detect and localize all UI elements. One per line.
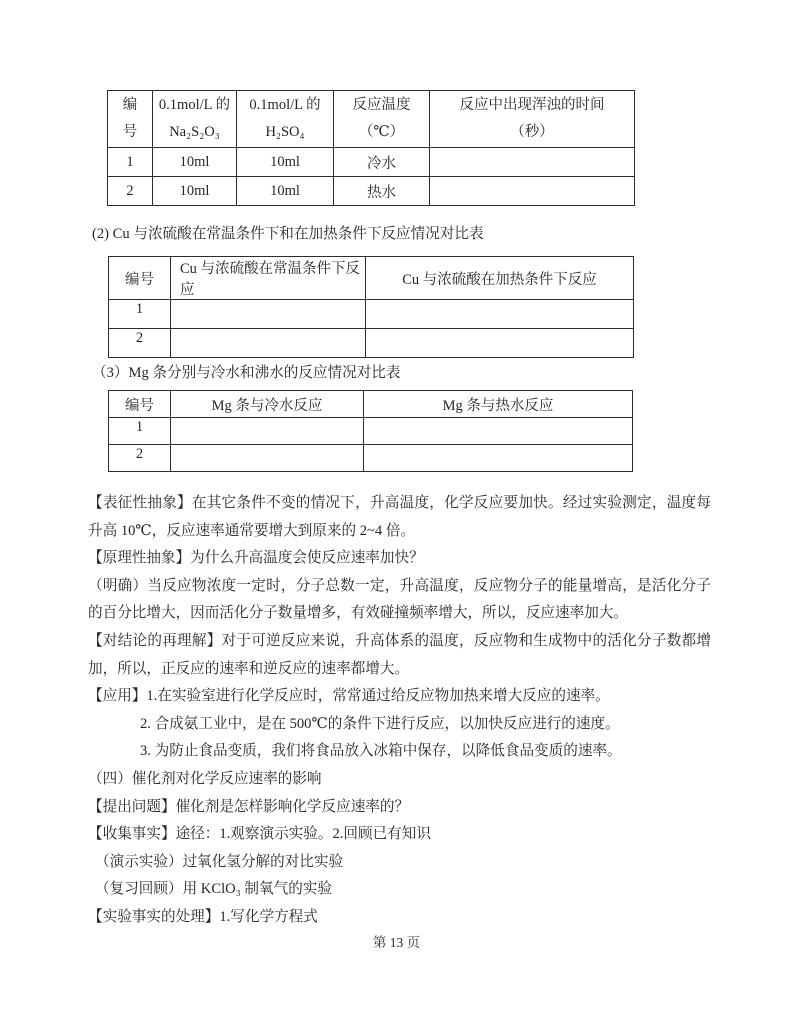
paragraph-demo-experiment: （演示实验）过氧化氢分解的对比实验 (95, 853, 344, 870)
table-row (108, 148, 635, 177)
cell-row-number: 2 (109, 329, 171, 358)
paragraph-fact-processing: 【实验事实的处理】1.写化学方程式 (88, 908, 318, 925)
cell-temperature: 热水 (334, 177, 430, 206)
cell-row-number: 2 (108, 177, 153, 206)
paragraph-principle-abstraction: 【原理性抽象】为什么升高温度会使反应速率加快？ (88, 550, 424, 567)
cell-turbidity-time (430, 177, 635, 206)
header-line: 反应温度 (352, 97, 411, 113)
temperature-experiment-table (107, 90, 635, 206)
cell-cold-water-observation (171, 445, 364, 472)
cell-row-number: 1 (108, 148, 153, 177)
page-number-footer: 第 13 页 (372, 935, 421, 950)
cell-temperature: 冷水 (334, 148, 430, 177)
header-line: H₂SO₄ (265, 124, 305, 140)
header-line: 反应中出现浑浊的时间 (459, 97, 605, 113)
header-cell-heated-reaction: Cu 与浓硫酸在加热条件下反应 (366, 257, 634, 300)
header-line: 编 (122, 97, 138, 113)
cell-hot-water-observation (364, 445, 633, 472)
header-cell-turbidity-time (430, 91, 635, 148)
table-row (109, 445, 633, 472)
paragraph-representational-abstraction: 【表征性抽象】在其它条件不变的情况下，升高温度，化学反应要加快。经过实验测定，温度每升高 10℃，反应速率通常要增大到原来的 2~4 倍。 (88, 495, 711, 539)
header-cell-room-temp-reaction: Cu 与浓硫酸在常温条件下反应 (171, 257, 366, 300)
cu-h2so4-comparison-table (108, 256, 634, 358)
cell-turbidity-time (430, 148, 635, 177)
header-cell-temperature (334, 91, 430, 148)
header-cell-number: 编号 (109, 257, 171, 300)
table-header-row (109, 257, 634, 300)
cell-h2so4-volume: 10ml (237, 148, 334, 177)
table-row (108, 177, 635, 206)
paragraph-section4-heading: （四）催化剂对化学反应速率的影响 (88, 770, 322, 787)
header-cell-number: 编号 (109, 391, 171, 418)
cell-hot-water-observation (364, 418, 633, 445)
header-line: （秒） (510, 124, 554, 140)
table-header-row (108, 91, 635, 148)
body-text (88, 490, 711, 932)
cell-h2so4-volume: 10ml (237, 177, 334, 206)
paragraph-question-raised: 【提出问题】催化剂是怎样影响化学反应速率的？ (88, 798, 410, 815)
header-line: 0.1mol/L 的 (158, 97, 231, 113)
section2-caption: (2) Cu 与浓硫酸在常温条件下和在加热条件下反应情况对比表 (92, 226, 484, 242)
paragraph-application-2: 2. 合成氨工业中，是在 500℃的条件下进行反应，以加快反应进行的速度。 (140, 715, 620, 732)
section3-caption: （3）Mg 条分别与冷水和沸水的反应情况对比表 (92, 365, 401, 381)
cell-heated-observation (366, 300, 634, 329)
header-line: 0.1mol/L 的 (249, 97, 321, 113)
cell-row-number: 1 (109, 300, 171, 329)
header-cell-hot-water-reaction: Mg 条与热水反应 (364, 391, 633, 418)
header-line: Na₂S₂O₃ (169, 124, 220, 140)
header-cell-number (108, 91, 153, 148)
cell-na2s2o3-volume: 10ml (153, 148, 237, 177)
table-header-row (109, 391, 633, 418)
paragraph-clarification: （明确）当反应物浓度一定时，分子总数一定，升高温度，反应物分子的能量增高，是活化分子的百分比增大，因而活化分子数量增多，有效碰撞频率增大，所以，反应速率加大。 (88, 577, 711, 622)
cell-na2s2o3-volume: 10ml (153, 177, 237, 206)
cell-cold-water-observation (171, 418, 364, 445)
table-row (109, 418, 633, 445)
header-cell-h2so4 (237, 91, 334, 148)
cell-heated-observation (366, 329, 634, 358)
table-row (109, 329, 634, 358)
cell-room-temp-observation (171, 329, 366, 358)
paragraph-fact-collection: 【收集事实】途径：1.观察演示实验。2.回顾已有知识 (88, 826, 431, 843)
cell-row-number: 1 (109, 418, 171, 445)
mg-water-comparison-table (108, 390, 633, 472)
header-line: （℃） (358, 124, 405, 140)
paragraph-review-recall: （复习回顾）用 KClO₃ 制氧气的实验 (95, 881, 332, 898)
header-cell-cold-water-reaction: Mg 条与冷水反应 (171, 391, 364, 418)
header-line: 号 (122, 124, 138, 140)
cell-row-number: 2 (109, 445, 171, 472)
cell-room-temp-observation (171, 300, 366, 329)
paragraph-application-3: 3. 为防止食品变质，我们将食品放入冰箱中保存，以降低食品变质的速率。 (140, 743, 622, 760)
header-cell-na2s2o3 (153, 91, 237, 148)
paragraph-application-1: 【应用】1.在实验室进行化学反应时，常常通过给反应物加热来增大反应的速率。 (88, 688, 610, 705)
table-row (109, 300, 634, 329)
paragraph-conclusion-reinterpretation: 【对结论的再理解】对于可逆反应来说，升高体系的温度，反应物和生成物中的活化分子数都增加，所以，正反应的速率和逆反应的速率都增大。 (88, 632, 711, 677)
